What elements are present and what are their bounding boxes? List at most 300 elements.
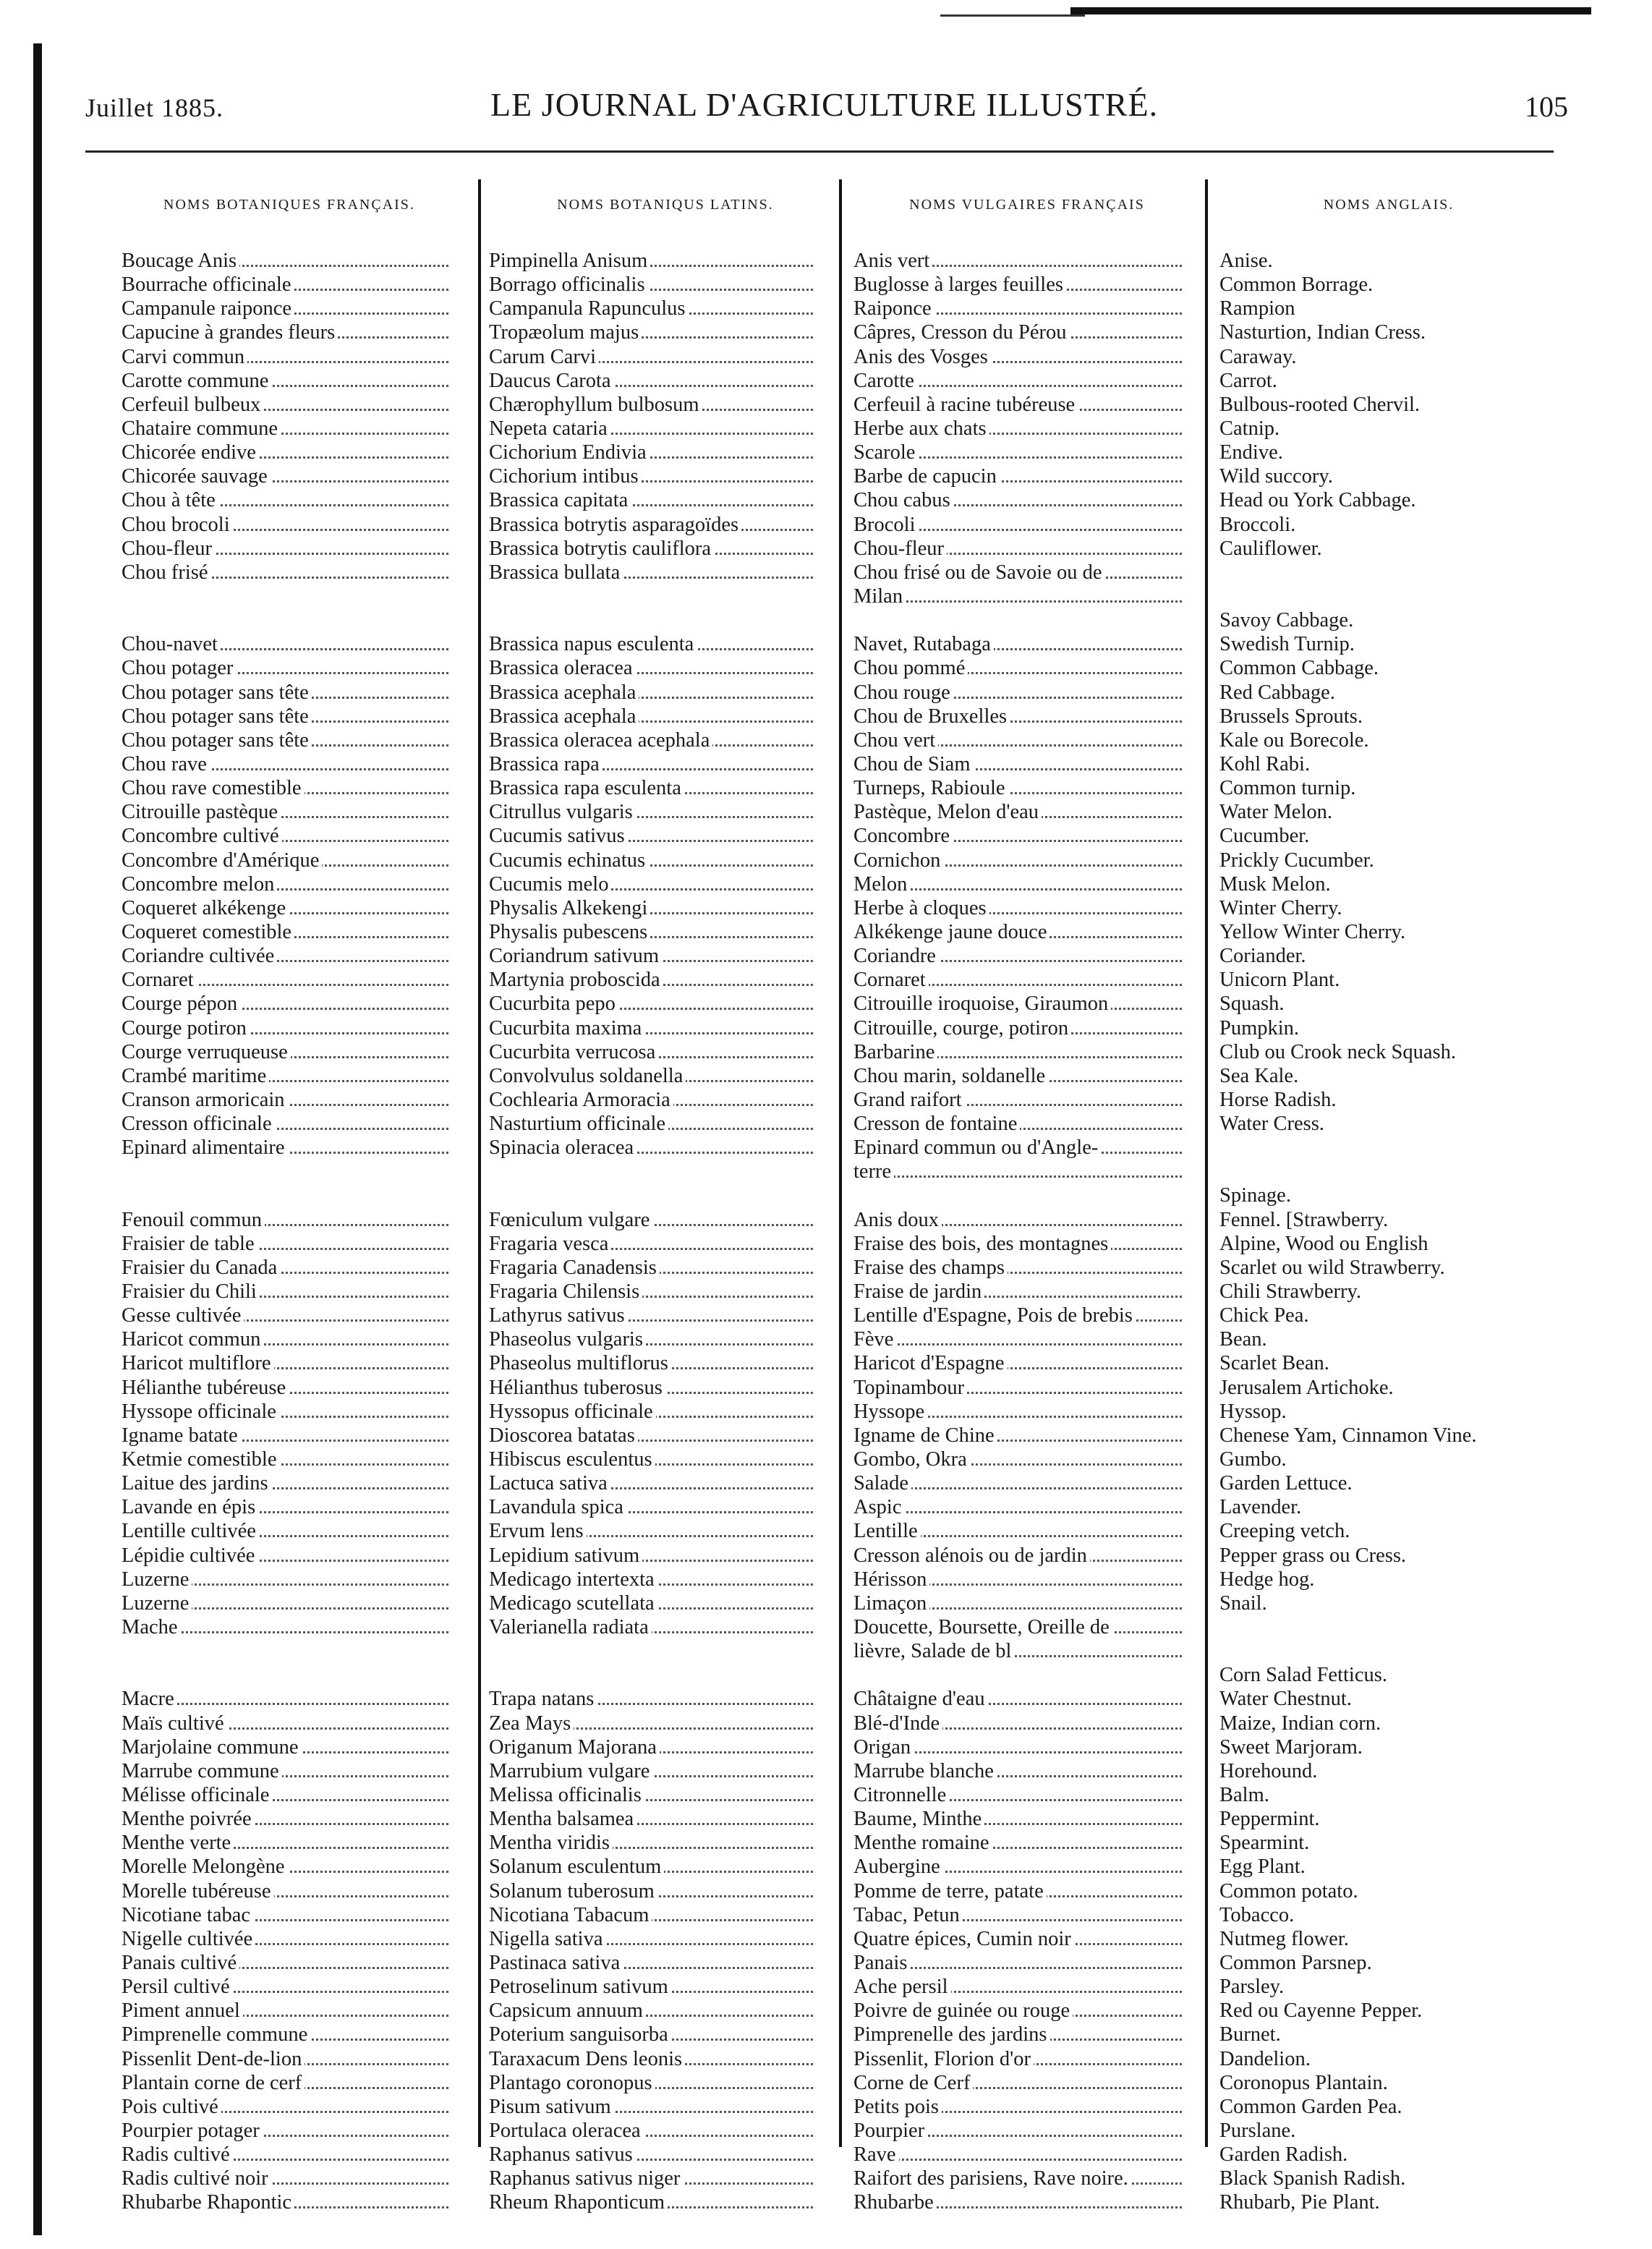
table-cell [1219, 1615, 1559, 1639]
table-cell [853, 1927, 1195, 1951]
cell-text: Câpres, Cresson du Pérou [853, 321, 1069, 344]
cell-text: Carvi commun [122, 346, 247, 368]
table-cell [853, 1903, 1195, 1927]
cell-text: Mélisse officinale [122, 1784, 272, 1806]
cell-text: Chou-fleur [122, 537, 215, 560]
table-cell [1219, 608, 1559, 632]
cell-text: Hyssop. [1219, 1400, 1290, 1423]
cell-text: Scarlet Bean. [1219, 1352, 1332, 1374]
cell-text: Chou-navet [122, 633, 221, 655]
table-cell [122, 1879, 461, 1903]
cell-text: Ache persil [853, 1976, 951, 1998]
cell-text: Common Borrage. [1219, 273, 1376, 296]
cell-text: Limaçon [853, 1592, 929, 1615]
cell-text: Buglosse à larges feuilles [853, 273, 1066, 296]
table-cell [489, 752, 826, 776]
table-cell [122, 513, 461, 537]
table-cell [122, 1712, 461, 1735]
table-cell [489, 1544, 826, 1568]
table-cell [853, 1639, 1195, 1663]
table-cell [122, 2190, 461, 2214]
table-cell [489, 1687, 826, 1711]
cell-text: Lavande en épis [122, 1496, 258, 1518]
cell-text: Campanula Rapunculus [489, 297, 689, 320]
cell-text: Cochlearia Armoracia [489, 1089, 673, 1111]
cell-text: Unicorn Plant. [1219, 969, 1342, 991]
table-cell [1219, 800, 1559, 824]
cell-text: Fragaria Chilensis [489, 1280, 642, 1303]
table-cell [1219, 345, 1559, 369]
table-cell [122, 464, 461, 488]
table-cell [1219, 632, 1559, 656]
cell-text: Menthe romaine [853, 1832, 992, 1854]
table-cell [1219, 417, 1559, 441]
cell-text: Herbe à cloques [853, 897, 989, 919]
table-cell [489, 1568, 826, 1591]
cell-text: Barbarine [853, 1041, 937, 1063]
cell-text: Fragaria vesca [489, 1233, 611, 1255]
table-cell [122, 896, 461, 920]
cell-text: Igname de Chine [853, 1424, 997, 1447]
cell-text: Borrago officinalis [489, 273, 648, 296]
cell-text: Chou vert [853, 729, 938, 752]
table-cell [853, 273, 1195, 297]
table-cell [1219, 2167, 1559, 2190]
cell-text: Pois cultivé [122, 2096, 221, 2118]
cell-text: Chou cabus [853, 489, 953, 511]
table-cell [1219, 249, 1559, 273]
table-cell [1219, 584, 1559, 608]
table-cell [1219, 944, 1559, 968]
cell-text: Purslane. [1219, 2120, 1298, 2142]
table-cell [122, 728, 461, 752]
table-cell [122, 1327, 461, 1351]
table-cell [122, 1927, 461, 1951]
table-cell [489, 1712, 826, 1735]
cell-text: Raphanus sativus niger [489, 2167, 683, 2190]
cell-text: Common Cabbage. [1219, 657, 1381, 679]
table-cell [489, 464, 826, 488]
cell-text: Navet, Rutabaga [853, 633, 994, 655]
table-cell [1219, 849, 1559, 872]
table-cell [1219, 1447, 1559, 1471]
table-cell [853, 849, 1195, 872]
table-cell [489, 1183, 826, 1207]
table-cell [489, 872, 826, 896]
table-cell [1219, 1639, 1559, 1663]
table-cell [122, 345, 461, 369]
table-cell [122, 1208, 461, 1232]
cell-text: Spearmint. [1219, 1832, 1312, 1854]
cell-text: Citrouille, courge, potiron [853, 1017, 1071, 1040]
table-cell [122, 1183, 461, 1207]
table-cell [122, 1112, 461, 1136]
table-cell [489, 1016, 826, 1040]
cell-text: Concombre cultivé [122, 825, 282, 847]
table-cell [122, 1256, 461, 1280]
cell-text: Fève [853, 1328, 896, 1351]
cell-text: Spinage. [1219, 1184, 1294, 1207]
table-cell [122, 1447, 461, 1471]
table-cell [489, 849, 826, 872]
cell-text: Salade [853, 1472, 911, 1495]
table-cell [853, 417, 1195, 441]
cell-text: Bulbous-rooted Chervil. [1219, 394, 1423, 416]
table-cell [1219, 1136, 1559, 1160]
table-cell [1219, 1232, 1559, 1256]
table-cell [1219, 561, 1559, 584]
table-cell [122, 393, 461, 417]
table-cell [122, 417, 461, 441]
cell-text: Nutmeg flower. [1219, 1928, 1352, 1950]
table-cell [853, 824, 1195, 848]
cell-text: Hyssope [853, 1400, 927, 1423]
table-cell [1219, 824, 1559, 848]
table-cell [122, 1639, 461, 1663]
cell-text: Rhubarbe [853, 2191, 937, 2214]
table-cell [489, 1471, 826, 1495]
table-cell [489, 561, 826, 584]
cell-text: Alkékenge jaune douce [853, 921, 1049, 943]
cell-text: Mentha viridis [489, 1832, 613, 1854]
table-cell [489, 944, 826, 968]
cell-text: Aubergine [853, 1855, 943, 1878]
cell-text: Nicotiana Tabacum [489, 1904, 652, 1926]
table-cell [1219, 1256, 1559, 1280]
table-cell [853, 1495, 1195, 1519]
column-english [1219, 249, 1559, 2215]
table-cell [1219, 320, 1559, 344]
table-cell [1219, 776, 1559, 800]
cell-text: Daucus Carota [489, 370, 614, 392]
cell-text: Cornaret [853, 969, 929, 991]
column-latin-botanical [489, 249, 826, 2215]
table-cell [853, 464, 1195, 488]
table-cell [489, 273, 826, 297]
cell-text: Grand raifort [853, 1089, 965, 1111]
cell-text: Red ou Cayenne Pepper. [1219, 1999, 1425, 2022]
cell-text: Lathyrus sativus [489, 1304, 628, 1327]
table-cell [853, 488, 1195, 512]
cell-text: Scarole [853, 441, 918, 464]
cell-text: Panais cultivé [122, 1952, 239, 1974]
cell-text: Cichorium Endivia [489, 441, 650, 464]
table-cell [853, 513, 1195, 537]
cell-text: Lentille [853, 1520, 921, 1542]
table-cell [1219, 273, 1559, 297]
table-cell [1219, 369, 1559, 393]
cell-text: Marrubium vulgare [489, 1760, 652, 1782]
table-cell [489, 1160, 826, 1183]
cell-text: Kohl Rabi. [1219, 753, 1313, 775]
cell-text: Cornichon [853, 849, 943, 872]
cell-text: Panais [853, 1952, 910, 1974]
cell-text: Caraway. [1219, 346, 1300, 368]
cell-text: Prickly Cucumber. [1219, 849, 1377, 872]
table-cell [122, 441, 461, 464]
cell-text: Rhubarbe Rhapontic [122, 2191, 294, 2214]
table-cell [122, 1136, 461, 1160]
table-cell [489, 1591, 826, 1615]
table-cell [122, 2047, 461, 2071]
table-cell [122, 752, 461, 776]
table-cell [489, 297, 826, 320]
cell-text: lièvre, Salade de bl [853, 1640, 1014, 1662]
cell-text: Courge verruqueuse [122, 1041, 291, 1063]
table-cell [489, 681, 826, 705]
table-cell [1219, 1975, 1559, 1999]
cell-text: Trapa natans [489, 1688, 597, 1710]
cell-text: Spinacia oleracea [489, 1136, 636, 1159]
cell-text: Boucage Anis [122, 250, 239, 272]
table-cell [122, 1903, 461, 1927]
table-cell [853, 1759, 1195, 1783]
cell-text: Musk Melon. [1219, 873, 1334, 896]
cell-text: Fraisier du Chili [122, 1280, 260, 1303]
cell-text: Peppermint. [1219, 1808, 1323, 1830]
table-cell [1219, 1951, 1559, 1975]
cell-text: Brassica oleracea [489, 657, 636, 679]
table-cell [122, 1615, 461, 1639]
cell-text: Menthe poivrée [122, 1808, 255, 1830]
table-cell [489, 1424, 826, 1447]
cell-text: Broccoli. [1219, 514, 1298, 536]
cell-text: Dioscorea batatas [489, 1424, 638, 1447]
table-cell [1219, 1831, 1559, 1855]
cell-text: Cauliflower. [1219, 537, 1325, 560]
table-cell [853, 1687, 1195, 1711]
cell-text: Ervum lens [489, 1520, 587, 1542]
table-cell [1219, 1903, 1559, 1927]
cell-text: Campanule raiponce [122, 297, 294, 320]
cell-text: Rave [853, 2143, 899, 2166]
cell-text: Chou pommé [853, 657, 968, 679]
table-cell [853, 369, 1195, 393]
table-cell [122, 1088, 461, 1112]
cell-text: Sea Kale. [1219, 1065, 1301, 1087]
cell-text: Plantago coronopus [489, 2072, 655, 2094]
table-cell [489, 320, 826, 344]
cell-text: Black Spanish Radish. [1219, 2167, 1408, 2190]
cell-text: Gumbo. [1219, 1448, 1290, 1471]
table-cell [489, 2143, 826, 2167]
cell-text: Pomme de terre, patate [853, 1880, 1047, 1902]
table-cell [853, 656, 1195, 680]
cell-text: Garden Radish. [1219, 2143, 1350, 2166]
table-cell [122, 2023, 461, 2046]
table-cell [122, 320, 461, 344]
table-cell [122, 1064, 461, 1088]
cell-text: Melissa officinalis [489, 1784, 644, 1806]
table-cell [853, 1999, 1195, 2023]
table-cell [853, 705, 1195, 728]
cell-text: Coriander. [1219, 945, 1309, 967]
cell-text: Pumpkin. [1219, 1017, 1302, 1040]
table-cell [489, 1232, 826, 1256]
cell-text: Carotte [853, 370, 917, 392]
table-cell [122, 992, 461, 1016]
cell-text: Aspic [853, 1496, 905, 1518]
cell-text: Tabac, Petun [853, 1904, 963, 1926]
table-cell [1219, 1351, 1559, 1375]
cell-text: Brocoli [853, 514, 919, 536]
cell-text: Hélianthe tubéreuse [122, 1377, 289, 1399]
table-cell [489, 1208, 826, 1232]
table-cell [122, 1232, 461, 1256]
table-cell [122, 1831, 461, 1855]
table-cell [489, 1280, 826, 1304]
table-cell [1219, 1807, 1559, 1831]
cell-text: Radis cultivé noir [122, 2167, 271, 2190]
cell-text: Carrot. [1219, 370, 1280, 392]
cell-text: Common Parsnep. [1219, 1952, 1375, 1974]
cell-text: Citrullus vulgaris [489, 801, 636, 823]
table-cell [853, 2143, 1195, 2167]
table-cell [122, 608, 461, 632]
table-cell [489, 1615, 826, 1639]
cell-text: Chou potager sans tête [122, 705, 312, 728]
cell-text: Scarlet ou wild Strawberry. [1219, 1257, 1448, 1279]
table-cell [853, 752, 1195, 776]
column-header-french-botanical: NOMS BOTANIQUES FRANÇAIS. [163, 197, 415, 213]
cell-text: Châtaigne d'eau [853, 1688, 988, 1710]
table-cell [122, 273, 461, 297]
table-cell [1219, 1471, 1559, 1495]
cell-text: Brassica botrytis cauliflora [489, 537, 714, 560]
cell-text: Chærophyllum bulbosum [489, 394, 702, 416]
table-cell [489, 1304, 826, 1327]
cell-text: Persil cultivé [122, 1976, 233, 1998]
cell-text: Chou potager sans tête [122, 681, 312, 704]
cell-text: Head ou York Cabbage. [1219, 489, 1419, 511]
cell-text: Lepidium sativum [489, 1544, 642, 1567]
cell-text: Jerusalem Artichoke. [1219, 1377, 1397, 1399]
cell-text: Gesse cultivée [122, 1304, 244, 1327]
table-cell [1219, 1400, 1559, 1424]
cell-text: Solanum tuberosum [489, 1880, 657, 1902]
table-cell [1219, 681, 1559, 705]
cell-text: Raifort des parisiens, Rave noire. [853, 2167, 1131, 2190]
table-cell [122, 1975, 461, 1999]
cell-text: Catnip. [1219, 417, 1282, 440]
cell-text: Phaseolus vulgaris [489, 1328, 646, 1351]
cell-text: Luzerne [122, 1568, 192, 1591]
table-cell [1219, 1927, 1559, 1951]
table-cell [1219, 1879, 1559, 1903]
table-cell [1219, 1783, 1559, 1807]
cell-text: Pastèque, Melon d'eau [853, 801, 1042, 823]
cell-text: Medicago intertexta [489, 1568, 657, 1591]
table-cell [853, 1424, 1195, 1447]
table-cell [489, 1927, 826, 1951]
table-cell [122, 297, 461, 320]
table-cell [489, 1040, 826, 1064]
table-cell [489, 608, 826, 632]
table-cell [1219, 2143, 1559, 2167]
binding-margin-bar [33, 43, 42, 2235]
table-cell [1219, 1088, 1559, 1112]
table-cell [122, 1951, 461, 1975]
table-cell [122, 488, 461, 512]
table-cell [122, 1280, 461, 1304]
cell-text: Fenouil commun [122, 1209, 265, 1231]
table-cell [1219, 1304, 1559, 1327]
cell-text: Fraise des champs [853, 1257, 1008, 1279]
table-cell [122, 1519, 461, 1543]
table-cell [489, 1256, 826, 1280]
table-cell [122, 681, 461, 705]
table-cell [1219, 1064, 1559, 1088]
cell-text: Chou-fleur [853, 537, 947, 560]
header-rule [85, 150, 1554, 153]
table-cell [1219, 920, 1559, 944]
cell-text: Chou brocoli [122, 514, 233, 536]
cell-text: Phaseolus multiflorus [489, 1352, 671, 1374]
table-cell [853, 1855, 1195, 1879]
cell-text: Nasturtion, Indian Cress. [1219, 321, 1429, 344]
cell-text: Hyssope officinale [122, 1400, 279, 1423]
table-cell [1219, 2047, 1559, 2071]
column-french-botanical [122, 249, 461, 2215]
table-cell [122, 1040, 461, 1064]
cell-text: Cucurbita maxima [489, 1017, 644, 1040]
table-cell [1219, 1160, 1559, 1183]
cell-text: Tropæolum majus [489, 321, 642, 344]
cell-text: Chou rave [122, 753, 210, 775]
cell-text: Chenese Yam, Cinnamon Vine. [1219, 1424, 1480, 1447]
cell-text: Raphanus sativus [489, 2143, 636, 2166]
table-cell [853, 320, 1195, 344]
table-cell [1219, 1183, 1559, 1207]
cell-text: Taraxacum Dens leonis [489, 2048, 685, 2070]
column-divider [1205, 179, 1208, 2147]
table-cell [853, 297, 1195, 320]
cell-text: Concombre [853, 825, 953, 847]
column-divider [839, 179, 842, 2147]
cell-text: Chou de Bruxelles [853, 705, 1010, 728]
cell-text: Laitue des jardins [122, 1472, 271, 1495]
table-cell [489, 705, 826, 728]
cell-text: Coqueret comestible [122, 921, 294, 943]
cell-text: Red Cabbage. [1219, 681, 1338, 704]
table-cell [853, 345, 1195, 369]
table-cell [853, 1232, 1195, 1256]
table-cell [122, 705, 461, 728]
cell-text: Brassica rapa esculenta [489, 777, 684, 799]
table-cell [122, 2143, 461, 2167]
cell-text: Creeping vetch. [1219, 1520, 1353, 1542]
table-cell [1219, 872, 1559, 896]
cell-text: Swedish Turnip. [1219, 633, 1358, 655]
table-cell [489, 2095, 826, 2119]
table-cell [489, 441, 826, 464]
cell-text: Nigelle cultivée [122, 1928, 255, 1950]
table-cell [122, 1160, 461, 1183]
table-cell [122, 1855, 461, 1879]
table-cell [489, 1495, 826, 1519]
cell-text: Hibiscus esculentus [489, 1448, 655, 1471]
cell-text: Brassica acephala [489, 705, 639, 728]
table-cell [122, 1544, 461, 1568]
cell-text: Burnet. [1219, 2023, 1284, 2046]
cell-text: Coronopus Plantain. [1219, 2072, 1391, 2094]
cell-text: Morelle Melongène [122, 1855, 288, 1878]
cell-text: Hyssopus officinale [489, 1400, 656, 1423]
cell-text: Chick Pea. [1219, 1304, 1311, 1327]
table-cell [1219, 728, 1559, 752]
table-cell [853, 1879, 1195, 1903]
table-cell [853, 1183, 1195, 1207]
